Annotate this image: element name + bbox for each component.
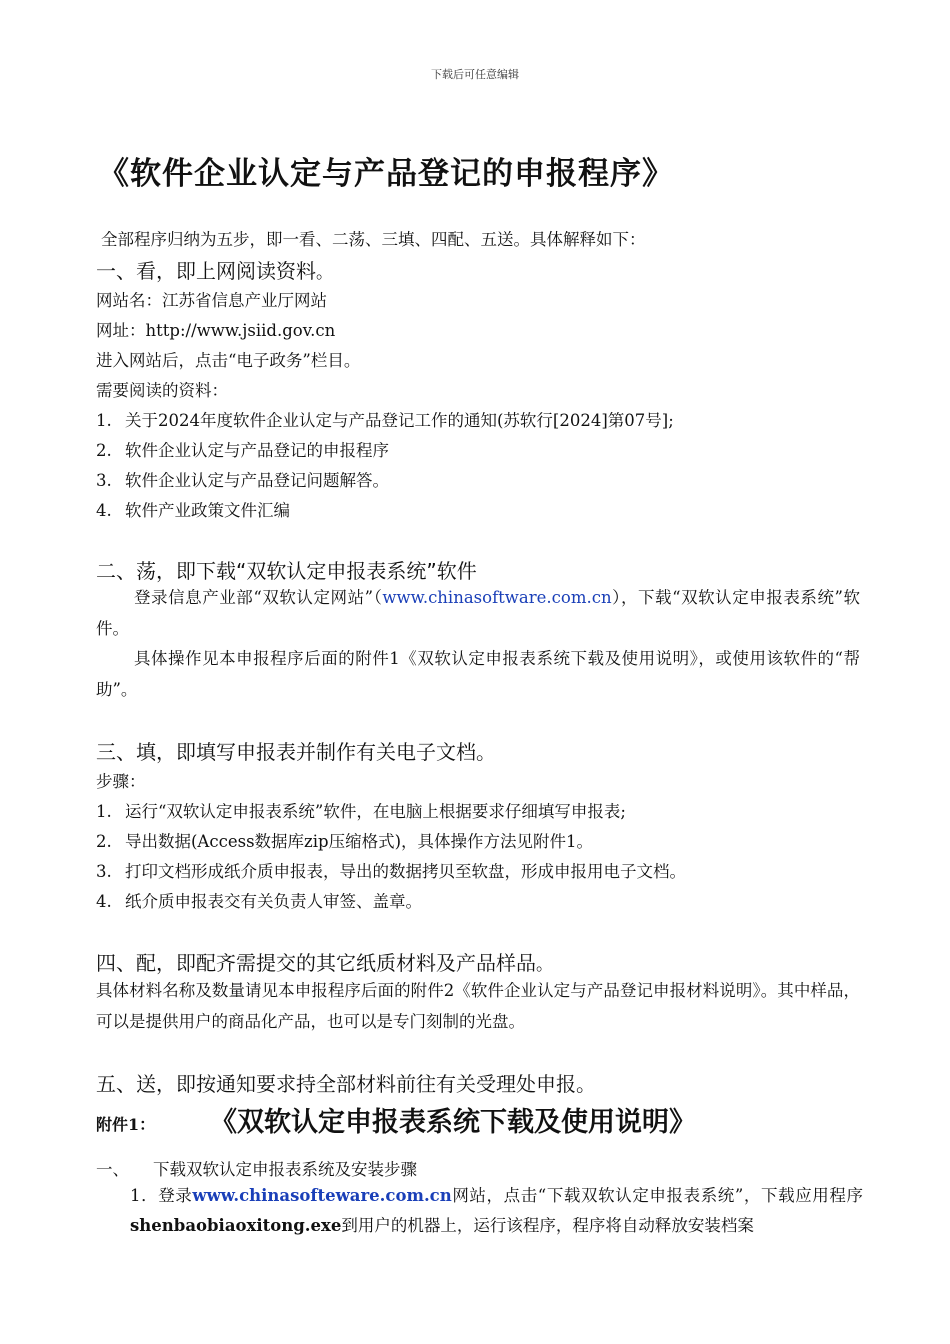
list-item-number: 3.: [96, 471, 112, 490]
section4-paragraph: 具体材料名称及数量请见本申报程序后面的附件2《软件企业认定与产品登记申报材料说明》。其中样品，可以是提供用户的商品化产品，也可以是专门刻制的光盘。: [96, 981, 860, 1031]
list-item-text: 导出数据(Access数据库zip压缩格式)，具体操作方法见附件1。: [125, 832, 594, 851]
attachment-step-1: [130, 1181, 863, 1241]
section2-heading: 二、荡，即下载“双软认定申报表系统”软件: [96, 559, 477, 583]
section4-heading: [96, 947, 553, 976]
subheading-number: 一、: [96, 1160, 129, 1179]
list-item-number: 3.: [96, 862, 112, 881]
section1-heading: [96, 255, 333, 284]
list-item-number: 2.: [96, 832, 112, 851]
attachment-subheading: [96, 1156, 417, 1180]
list-item: [96, 497, 290, 521]
list-item-text: 软件企业认定与产品登记问题解答。: [125, 471, 389, 490]
section5-heading: 五、送，即按通知要求持全部材料前往有关受理处申报。: [96, 1072, 596, 1096]
step-mid: 网站，点击“下载双软认定申报表系统”，下载应用程序: [451, 1186, 864, 1205]
section4-heading-text: 四、配，即配齐需提交的其它纸质材料及产品样品: [96, 951, 536, 975]
enter-site-line: 进入网站后，点击“电子政务”栏目。: [96, 351, 361, 370]
step-prefix: 1．登录: [130, 1186, 193, 1205]
section2-p1-before: 登录信息产业部“双软认定网站”（: [134, 588, 383, 607]
list-item: [96, 407, 674, 431]
list-item: [96, 858, 686, 882]
step-end: 到用户的机器上，运行该程序，程序将自动释放安装档案: [341, 1216, 754, 1235]
subheading-text: 下载双软认定申报表系统及安装步骤: [153, 1160, 417, 1179]
section1-heading-period: 。: [316, 263, 333, 283]
site-name-line: 网站名：江苏省信息产业厅网站: [96, 291, 327, 310]
list-item: [96, 467, 389, 491]
list-item: [96, 828, 593, 852]
list-item-number: 2.: [96, 441, 112, 460]
steps-label: 步骤：: [96, 772, 146, 791]
list-item-text: 纸介质申报表交有关负责人审签、盖章。: [125, 892, 422, 911]
list-item-number: 4.: [96, 892, 112, 911]
chinasoftware-link[interactable]: www.chinasoftware.com.cn: [382, 588, 612, 607]
step-filename: shenbaobiaoxitong.exe: [130, 1216, 342, 1235]
list-item-text: 运行“双软认定申报表系统”软件，在电脑上根据要求仔细填写申报表;: [125, 802, 626, 821]
section2-paragraph-1: [96, 582, 860, 644]
attachment-title: 《双软认定申报表系统下载及使用说明》: [210, 1107, 696, 1138]
section2-paragraph-2: 具体操作见本申报程序后面的附件1《双软认定申报表系统下载及使用说明》，或使用该软件的“帮助”。: [96, 649, 860, 699]
list-item-text: 打印文档形成纸介质申报表，导出的数据拷贝至软盘，形成申报用电子文档。: [125, 862, 686, 881]
chinasofteware-link[interactable]: www.chinasofteware.com.cn: [192, 1186, 452, 1205]
list-item-number: 4.: [96, 501, 112, 520]
intro-text: 全部程序归纳为五步，即一看、二荡、三填、四配、五送。具体解释如下：: [101, 230, 646, 249]
document-title: 《软件企业认定与产品登记的申报程序》: [98, 156, 674, 192]
list-item-number: 1.: [96, 411, 112, 430]
list-item-text: 软件产业政策文件汇编: [125, 501, 290, 520]
list-item: [96, 798, 626, 822]
section2-p1-after: ），下载“双软认定申报表系统”软件。: [96, 588, 861, 638]
section4-heading-period: 。: [536, 955, 553, 975]
section1-heading-text: 一、看，即上网阅读资料: [96, 259, 316, 283]
site-url-line: 网址：http://www.jsiid.gov.cn: [96, 321, 336, 340]
list-item: [96, 888, 422, 912]
read-materials-label: 需要阅读的资料：: [96, 381, 228, 400]
attachment-label: 附件1：: [96, 1115, 156, 1134]
list-item: [96, 437, 389, 461]
list-item-text: 软件企业认定与产品登记的申报程序: [125, 441, 389, 460]
page-header: 下载后可任意编辑: [431, 68, 519, 81]
list-item-text: 关于2024年度软件企业认定与产品登记工作的通知(苏软行[2024]第07号];: [125, 411, 674, 430]
list-item-number: 1.: [96, 802, 112, 821]
section3-heading: 三、填，即填写申报表并制作有关电子文档。: [96, 740, 496, 764]
